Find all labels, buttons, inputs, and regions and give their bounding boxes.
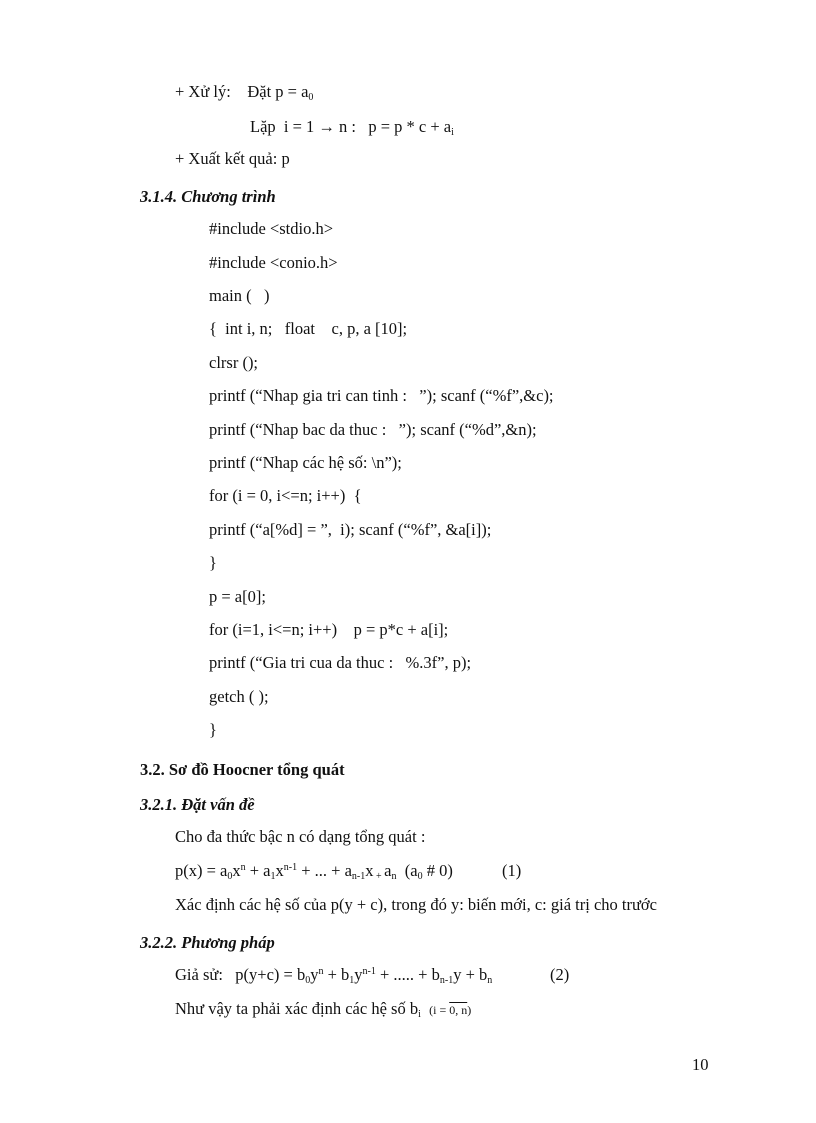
section-heading: 3.2. Sơ đồ Hoocner tổng quát — [140, 760, 345, 779]
output-step: + Xuất kết quả: p — [175, 149, 290, 168]
code-line: #include <conio.h> — [209, 253, 338, 272]
equation-1-number: (1) — [502, 861, 522, 880]
equation-1: $p(x) = a_0x^n + a_1x^{n-1}$ + ... + $a_{n-1}x$ $_+$ $a_n$ ($a_0$ # 0) — [175, 861, 453, 882]
code-line: printf (“a[%d] = ”, i); scanf (“%f”, &a[i]); — [209, 520, 492, 539]
subsection-heading-problem: 3.2.1. Đặt vấn đề — [140, 795, 255, 814]
code-line: printf (“Nhap gia tri can tinh : ”); scanf (“%f”,&c); — [209, 386, 554, 405]
final-text: Như vậy ta phải xác định các hệ số $b_i$ (i = 0, n) — [175, 999, 472, 1020]
loop-step: Lặp i = 1 → n : $p = p * c + a_i$ — [250, 117, 454, 138]
page-number: 10 — [692, 1055, 709, 1074]
set-p-expression: Đặt $p = a_0$ — [247, 82, 314, 103]
code-line: main ( ) — [209, 286, 270, 305]
index-range: (i = 0, n) — [429, 1003, 472, 1017]
code-line: #include <stdio.h> — [209, 219, 334, 238]
code-line: printf (“Gia tri cua da thuc : %.3f”, p); — [209, 653, 472, 672]
code-line: { int i, n; float c, p, a [10]; — [209, 319, 408, 338]
code-line: } — [209, 553, 217, 572]
code-line: for (i = 0, i<=n; i++) { — [209, 486, 362, 505]
intro-text: Cho đa thức bậc n có dạng tổng quát : — [175, 827, 426, 846]
subsection-heading-method: 3.2.2. Phương pháp — [140, 933, 275, 952]
equation-2: Giả sử: $p(y+c) = b_0y^n + b_1y^{n-1}$ + ..... + $b_{n-1}y + b_n$ — [175, 965, 493, 986]
equation-2-number: (2) — [550, 965, 570, 984]
determine-text: Xác định các hệ số của p(y + c), trong đó y: biến mới, c: giá trị cho trước — [175, 895, 657, 914]
code-line: printf (“Nhap bac da thuc : ”); scanf (“%d”,&n); — [209, 420, 537, 439]
code-line: p = a[0]; — [209, 587, 266, 606]
code-line: for (i=1, i<=n; i++) p = p*c + a[i]; — [209, 620, 449, 639]
code-line: getch ( ); — [209, 687, 269, 706]
code-line: printf (“Nhap các hệ số: \n”); — [209, 453, 402, 472]
code-line: } — [209, 720, 217, 739]
program-heading: 3.1.4. Chương trình — [140, 187, 276, 206]
process-step: + Xử lý: Đặt $p = a_0$ — [175, 82, 314, 103]
code-line: clrsr (); — [209, 353, 259, 372]
